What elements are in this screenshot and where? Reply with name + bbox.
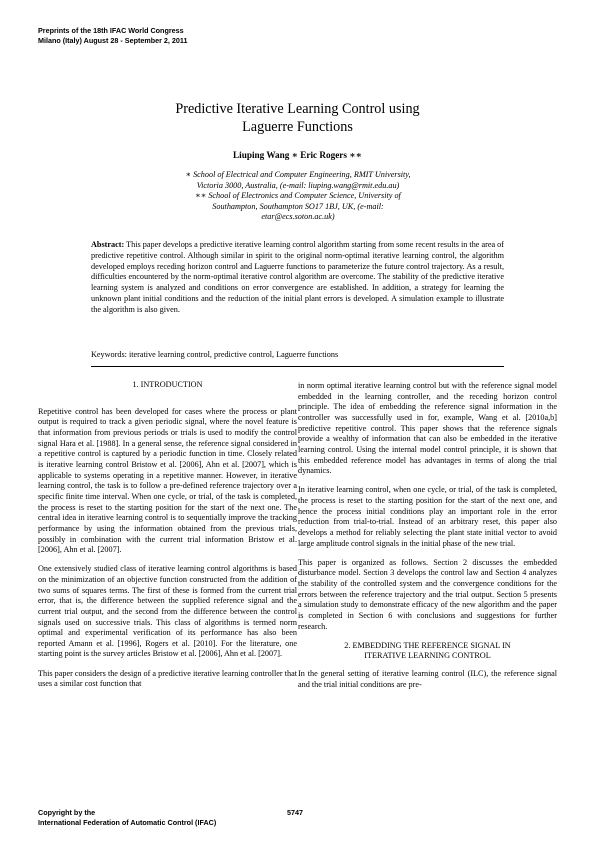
paragraph: This paper considers the design of a predictive iterative learning controller that uses a similar cost function that xyxy=(38,668,297,689)
page-number: 5747 xyxy=(287,808,303,817)
copyright-line-1: Copyright by the xyxy=(38,808,96,817)
section-heading-introduction: 1. INTRODUCTION xyxy=(132,380,203,389)
keywords: Keywords: iterative learning control, predictive control, Laguerre functions xyxy=(91,350,339,359)
paragraph: in norm optimal iterative learning control but with the reference signal model embedded in the learning controller, and the receding horizon control principle. The idea of embedding the reference signal information in the controller was successfully used in for, example, Wang et al. [2010a,b] predictive repetitive control. This paper shows that the reference signals provide a wealthy of information that can also be embedded in the iterative learning control. Using the internal model control principle, it is shown that this embedded reference model has advantages in terms of along the trial dynamics. xyxy=(298,381,557,476)
paragraph: Repetitive control has been developed for cases where the process or plant output is required to track a given periodic signal, where the novel feature is that information from previous periods or trials is used to modify the control signal Hara et al. [1988]. In a general sense, the reference signal considered in a repetitive control is captured by a periodic function in time. Closely related is iterative learning control Bristow et al. [2006], Ahn et al. [2007], which is applicable to systems operating in a repetitive manner. However, in iterative learning control, the task is to follow a pre-defined reference trajectory over a specific finite time interval. When one cycle, or trial, of the task is completed, the process is reset to the starting position for the start of the next one. The central idea in iterative learning control is to sequentially improve the tracking performance by using the information obtained from the previous trials, possibly in combination with the current trial information Bristow et al. [2006], Ahn et al. [2007]. xyxy=(38,406,297,555)
title-line-2: Laguerre Functions xyxy=(242,119,353,135)
affiliation-2-line-2: Southampton, Southampton SO17 1BJ, UK, (e-mail: xyxy=(212,201,384,211)
conference-name: Preprints of the 18th IFAC World Congress xyxy=(38,26,184,35)
abstract-text: This paper develops a predictive iterative learning control algorithm starting from some recent results in the area of predictive repetitive control. Although similar in spirit to the original norm-optimal iterative learning control, the algorithm developed employs receding horizon control and Laguerre functions to parameterize the future control trajectory. As a result, difficulties encountered by the norm-optimal iterative control algorithm are overcome. The stability of the predictive iterative learning system is analyzed and conditions on error convergence are established. In addition, a strategy for learning the unknown plant initial conditions and the reduction of the initial plant errors is developed. A simulation example to illustrate the algorithm is also given. xyxy=(91,240,504,314)
section-divider xyxy=(91,366,504,367)
paragraph: One extensively studied class of iterative learning control algorithms is based on the minimization of an objective function constructed from the addition of two sums of squares terms. The first of these is formed from the current trial error, that is, the difference between the supplied reference signal and the current trial output, and the second from the difference between the control signals used on successive trials. This class of algorithms is termed norm optimal and experimental verification of its performance has also been reported Amann et al. [1996], Rogers et al. [2010]. For the literature, one starting point is the survey articles Bristow et al. [2006], Ahn et al. [2007]. xyxy=(38,564,297,659)
copyright-footer xyxy=(38,808,216,827)
right-column xyxy=(298,381,557,699)
affiliations xyxy=(138,170,458,223)
abstract xyxy=(91,240,504,316)
conference-header xyxy=(38,26,188,46)
conference-dates: Milano (Italy) August 28 - September 2, 2011 xyxy=(38,36,188,45)
section-heading-line-2: ITERATIVE LEARNING CONTROL xyxy=(364,651,491,661)
affiliation-2-line-1: ∗∗ School of Electronics and Computer Science, University of xyxy=(195,191,401,201)
paragraph: In the general setting of iterative learning control (ILC), the reference signal and the trial initial conditions are pre- xyxy=(298,669,557,690)
left-column xyxy=(38,380,297,698)
affiliation-1-line-1: ∗ School of Electrical and Computer Engineering, RMIT University, xyxy=(185,170,411,179)
affiliation-2-line-3: etar@ecs.soton.ac.uk) xyxy=(261,212,335,222)
author-list: Liuping Wang ∗ Eric Rogers ∗∗ xyxy=(233,150,362,160)
section-heading-embedding xyxy=(298,641,557,662)
abstract-label: Abstract: xyxy=(91,240,125,249)
paper-title xyxy=(0,100,595,136)
paragraph: This paper is organized as follows. Section 2 discusses the embedded disturbance model. Section 3 develops the control law and Section 4 analyzes the stability of the controlled system and the convergence conditions for the errors between the reference trajectory and the trial output. Section 5 presents a simulation study to demonstrate efficacy of the new algorithm and the paper is completed in Section 6 with conclusions and suggestions for further research. xyxy=(298,557,557,631)
section-heading-line-1: 2. EMBEDDING THE REFERENCE SIGNAL IN xyxy=(344,640,511,650)
copyright-line-2: International Federation of Automatic Control (IFAC) xyxy=(38,817,217,827)
paragraph: In iterative learning control, when one cycle, or trial, of the task is completed, the process is reset to the starting position for the start of the next one, and hence the process initial conditions play an important role in the error reduction from trial-to-trial. Instead of an arbitrary reset, this paper also develops a method for reliably selecting the plant state initial vector to avoid large amplitude control signals in the initial phase of the new trial. xyxy=(298,485,557,548)
title-line-1: Predictive Iterative Learning Control using xyxy=(175,101,420,117)
affiliation-1-line-2: Victoria 3000, Australia, (e-mail: liuping.wang@rmit.edu.au) xyxy=(196,180,400,190)
